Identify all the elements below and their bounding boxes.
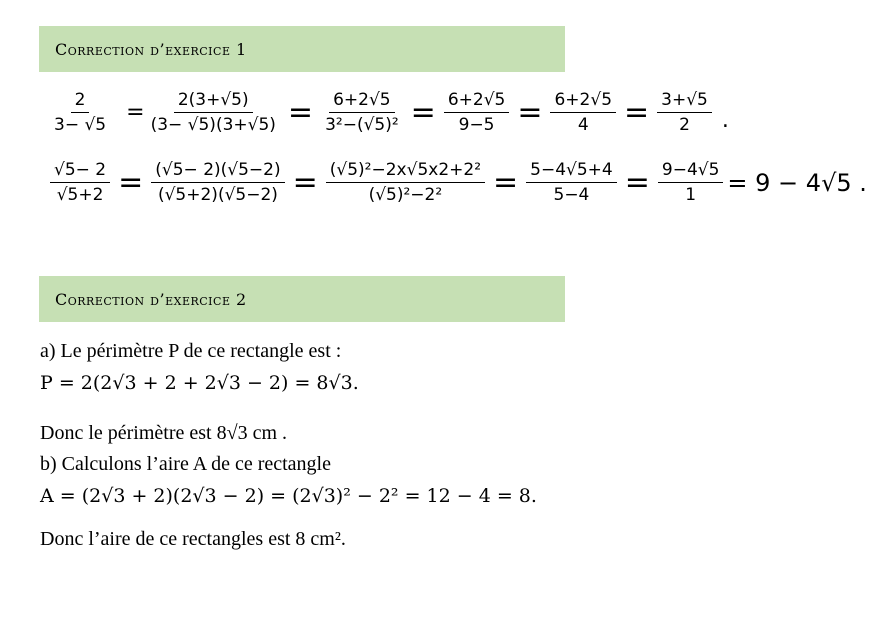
- fraction: [50, 90, 110, 135]
- perimeter-conclusion: Donc le périmètre est 8√3 cm .: [40, 422, 288, 444]
- question-a-label: a) Le périmètre P de ce rectangle est :: [40, 340, 342, 362]
- denominator: 3− √5: [54, 115, 107, 135]
- equals-sign: =: [624, 164, 650, 200]
- numerator: 2(3+√5): [174, 90, 253, 113]
- question-b-label: b) Calculons l’aire A de ce rectangle: [40, 453, 331, 475]
- numerator: 2: [71, 90, 90, 113]
- equals-sign: =: [287, 94, 314, 130]
- denominator: 1: [685, 185, 697, 205]
- fraction: [147, 90, 280, 135]
- denominator: 4: [577, 115, 589, 135]
- final-result: = 9 − 4√5 .: [727, 168, 867, 197]
- equals-sign: =: [126, 99, 145, 125]
- fraction: [151, 160, 284, 205]
- denominator: (√5)²−2²: [368, 185, 443, 205]
- period: .: [721, 108, 729, 133]
- equals-sign: =: [624, 94, 650, 130]
- fraction: [526, 160, 617, 205]
- fraction: [326, 160, 485, 205]
- numerator: 3+√5: [657, 90, 712, 113]
- equals-sign: =: [493, 164, 519, 200]
- equals-sign: =: [292, 164, 318, 200]
- equation-row-2: [48, 160, 867, 205]
- perimeter-formula: P = 2(2√3 + 2 + 2√3 − 2) = 8√3.: [40, 372, 359, 394]
- numerator: (√5)²−2x√5x2+2²: [326, 160, 485, 183]
- denominator: 3²−(√5)²: [325, 115, 399, 135]
- area-conclusion: Donc l’aire de ce rectangles est 8 cm².: [40, 528, 346, 550]
- numerator: 6+2√5: [329, 90, 395, 113]
- denominator: (√5+2)(√5−2): [157, 185, 278, 205]
- denominator: (3− √5)(3+√5): [150, 115, 276, 135]
- fraction: [444, 90, 510, 135]
- area-formula: A = (2√3 + 2)(2√3 − 2) = (2√3)² − 2² = 12 − 4 = 8.: [40, 485, 537, 507]
- denominator: 9−5: [458, 115, 495, 135]
- fraction: [50, 160, 110, 205]
- section-title: Correction d’exercice 1: [55, 39, 247, 59]
- equation-row-1: [48, 90, 729, 135]
- numerator: 5−4√5+4: [526, 160, 617, 183]
- fraction: [321, 90, 403, 135]
- section-header-exercice-1: [39, 26, 565, 72]
- numerator: (√5− 2)(√5−2): [151, 160, 284, 183]
- numerator: 9−4√5: [658, 160, 724, 183]
- fraction: [550, 90, 616, 135]
- denominator: 2: [679, 115, 690, 135]
- fraction: [658, 160, 724, 205]
- section-header-exercice-2: [39, 276, 565, 322]
- section-title: Correction d’exercice 2: [55, 289, 247, 309]
- numerator: 6+2√5: [444, 90, 510, 113]
- fraction: [657, 90, 712, 135]
- denominator: √5+2: [56, 185, 104, 205]
- equals-sign: =: [517, 94, 543, 130]
- equals-sign: =: [118, 164, 144, 200]
- equals-sign: =: [410, 94, 436, 130]
- numerator: 6+2√5: [550, 90, 616, 113]
- denominator: 5−4: [553, 185, 590, 205]
- numerator: √5− 2: [50, 160, 110, 183]
